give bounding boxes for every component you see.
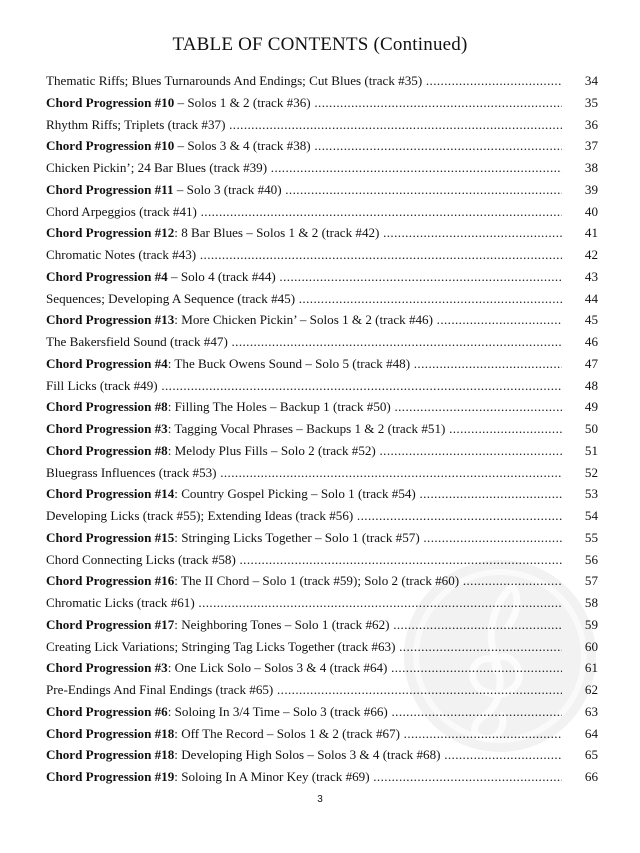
toc-entry-page: 49: [584, 399, 598, 415]
toc-entry: [46, 483, 598, 505]
toc-entry-page: 61: [584, 660, 598, 676]
page-number: 3: [317, 794, 323, 805]
toc-entry-progression: Chord Progression #10: [46, 94, 175, 110]
toc-entry: [46, 744, 598, 766]
toc-entry-title: [46, 70, 562, 92]
toc-entry-page: 63: [584, 703, 598, 719]
toc-entry-title: [46, 744, 562, 766]
toc-entry: [46, 179, 598, 201]
toc-entry: [46, 135, 598, 157]
toc-entry-title: [46, 309, 562, 331]
toc-entry-description: : Tagging Vocal Phrases – Backups 1 & 2 (track #51): [167, 421, 446, 436]
toc-entry-progression: Chord Progression #19: [46, 769, 175, 784]
toc-entry-page: 42: [584, 247, 598, 262]
toc-entry-description: Sequences; Developing A Sequence (track #45): [46, 290, 296, 306]
toc-entry-description: : Off The Record – Solos 1 & 2 (track #67): [174, 725, 400, 741]
toc-entry-progression: Chord Progression #16: [46, 573, 175, 589]
toc-list: [46, 70, 598, 788]
toc-entry: [46, 418, 598, 440]
toc-entry: [46, 505, 598, 527]
toc-entry: [46, 723, 598, 745]
toc-entry-title: [46, 375, 562, 397]
toc-entry-page: 53: [584, 486, 598, 502]
toc-entry-description: Chord Arpeggios (track #41): [46, 203, 197, 219]
toc-entry-title: [46, 549, 562, 571]
toc-entry-progression: Chord Progression #13: [46, 312, 175, 328]
toc-entry-description: The Bakersfield Sound (track #47): [46, 334, 228, 349]
toc-entry-page: 50: [584, 421, 598, 436]
toc-entry-title: [46, 483, 562, 505]
toc-entry-page: 66: [584, 769, 598, 784]
toc-entry-description: : One Lick Solo – Solos 3 & 4 (track #64): [167, 660, 388, 676]
toc-entry-title: [46, 331, 562, 353]
toc-entry-title: [46, 723, 562, 745]
toc-entry-page: 43: [584, 268, 598, 284]
toc-entry-title: [46, 114, 562, 136]
toc-entry-description: – Solo 4 (track #44): [167, 268, 276, 284]
toc-entry-title: [46, 396, 562, 418]
toc-entry-description: : More Chicken Pickin’ – Solos 1 & 2 (track #46): [174, 312, 433, 328]
toc-entry-title: [46, 353, 562, 375]
toc-entry-title: [46, 462, 562, 484]
toc-entry: [46, 614, 598, 636]
toc-entry-page: 37: [584, 138, 598, 154]
toc-entry-title: [46, 679, 562, 701]
toc-entry-page: 62: [584, 682, 598, 697]
toc-entry-title: [46, 657, 562, 679]
toc-entry-description: : Country Gospel Picking – Solo 1 (track #54): [174, 486, 416, 502]
toc-entry-page: 64: [584, 725, 598, 741]
toc-entry: [46, 657, 598, 679]
toc-entry-description: Creating Lick Variations; Stringing Tag Licks Together (track #63): [46, 638, 396, 654]
toc-entry: [46, 701, 598, 723]
toc-entry-description: Bluegrass Influences (track #53): [46, 464, 217, 480]
toc-entry-page: 47: [584, 355, 598, 371]
toc-entry-page: 46: [584, 334, 598, 349]
toc-entry: [46, 679, 598, 701]
toc-entry: [46, 440, 598, 462]
toc-entry-title: [46, 201, 562, 223]
toc-entry-description: Developing Licks (track #55); Extending Ideas (track #56): [46, 508, 354, 523]
toc-entry-progression: Chord Progression #6: [46, 703, 168, 719]
toc-entry-page: 38: [584, 160, 598, 175]
toc-entry-title: [46, 92, 562, 114]
toc-entry-page: 55: [584, 529, 598, 545]
toc-entry-page: 56: [584, 551, 598, 567]
toc-entry-description: : 8 Bar Blues – Solos 1 & 2 (track #42): [174, 225, 380, 241]
toc-entry: [46, 592, 598, 614]
toc-entry-progression: Chord Progression #8: [46, 442, 168, 458]
toc-entry-title: [46, 701, 562, 723]
toc-entry-description: Chromatic Notes (track #43): [46, 247, 197, 262]
toc-entry: [46, 396, 598, 418]
toc-entry-page: 54: [584, 508, 598, 523]
toc-entry-title: [46, 505, 562, 527]
toc-entry: [46, 766, 598, 788]
toc-entry-page: 35: [584, 94, 598, 110]
toc-entry: [46, 570, 598, 592]
toc-entry: [46, 636, 598, 658]
toc-entry: [46, 201, 598, 223]
toc-entry-page: 41: [584, 225, 598, 241]
toc-entry-title: [46, 418, 562, 440]
toc-entry-progression: Chord Progression #3: [46, 421, 168, 436]
toc-entry: [46, 527, 598, 549]
toc-entry-title: [46, 135, 562, 157]
toc-entry-description: – Solos 3 & 4 (track #38): [174, 138, 311, 154]
toc-entry: [46, 309, 598, 331]
toc-entry-page: 65: [584, 747, 598, 763]
toc-entry-description: Pre-Endings And Final Endings (track #65): [46, 682, 274, 697]
toc-entry-progression: Chord Progression #4: [46, 355, 168, 371]
toc-entry-progression: Chord Progression #18: [46, 747, 175, 763]
toc-entry-progression: Chord Progression #10: [46, 138, 175, 154]
toc-entry-page: 40: [584, 203, 598, 219]
toc-entry-progression: Chord Progression #11: [46, 181, 174, 197]
toc-entry-description: Fill Licks (track #49): [46, 377, 158, 393]
toc-entry: [46, 288, 598, 310]
toc-entry-description: Rhythm Riffs; Triplets (track #37): [46, 116, 226, 132]
toc-entry-page: 57: [584, 573, 598, 589]
toc-entry-title: [46, 636, 562, 658]
toc-entry-description: – Solos 1 & 2 (track #36): [174, 94, 311, 110]
toc-entry-progression: Chord Progression #15: [46, 529, 175, 545]
toc-entry-title: [46, 266, 562, 288]
toc-entry-progression: Chord Progression #4: [46, 268, 168, 284]
toc-entry-title: [46, 288, 562, 310]
toc-entry-description: – Solo 3 (track #40): [173, 181, 282, 197]
toc-entry-description: : Stringing Licks Together – Solo 1 (track #57): [174, 529, 420, 545]
toc-entry-title: [46, 157, 562, 179]
toc-entry-progression: Chord Progression #18: [46, 725, 175, 741]
toc-entry: [46, 92, 598, 114]
toc-entry: [46, 222, 598, 244]
toc-entry-description: : Melody Plus Fills – Solo 2 (track #52): [167, 442, 376, 458]
page-title: TABLE OF CONTENTS (Continued): [172, 34, 468, 55]
toc-entry-page: 59: [584, 616, 598, 632]
toc-entry: [46, 462, 598, 484]
toc-entry-page: 58: [584, 595, 598, 610]
toc-entry-progression: Chord Progression #3: [46, 660, 168, 676]
toc-entry-page: 51: [584, 442, 598, 458]
toc-entry-progression: Chord Progression #14: [46, 486, 175, 502]
toc-entry-title: [46, 179, 562, 201]
toc-entry-page: 36: [584, 116, 598, 132]
toc-entry-page: 44: [584, 290, 598, 306]
toc-entry-progression: Chord Progression #17: [46, 616, 175, 632]
toc-entry-page: 34: [584, 73, 598, 88]
toc-entry-description: Chromatic Licks (track #61): [46, 595, 195, 610]
toc-entry-page: 48: [584, 377, 598, 393]
toc-entry: [46, 266, 598, 288]
toc-entry-title: [46, 244, 562, 266]
toc-entry-title: [46, 440, 562, 462]
toc-entry-progression: Chord Progression #12: [46, 225, 175, 241]
toc-entry-progression: Chord Progression #8: [46, 399, 168, 415]
toc-entry: [46, 157, 598, 179]
toc-entry-description: : The II Chord – Solo 1 (track #59); Solo 2 (track #60): [174, 573, 460, 589]
toc-entry-page: 60: [584, 638, 598, 654]
toc-entry-description: Chicken Pickin’; 24 Bar Blues (track #39): [46, 160, 268, 175]
toc-entry-page: 52: [584, 464, 598, 480]
toc-entry-title: [46, 527, 562, 549]
toc-entry-description: Chord Connecting Licks (track #58): [46, 551, 236, 567]
toc-entry-title: [46, 592, 562, 614]
toc-entry-title: [46, 766, 562, 788]
toc-entry-title: [46, 614, 562, 636]
toc-entry-title: [46, 222, 562, 244]
toc-entry-description: : The Buck Owens Sound – Solo 5 (track #48): [167, 355, 411, 371]
toc-entry: [46, 549, 598, 571]
toc-entry-description: : Developing High Solos – Solos 3 & 4 (track #68): [174, 747, 441, 763]
toc-entry: [46, 331, 598, 353]
toc-entry-description: Thematic Riffs; Blues Turnarounds And Endings; Cut Blues (track #35): [46, 73, 423, 88]
toc-entry-description: : Neighboring Tones – Solo 1 (track #62): [174, 616, 390, 632]
toc-entry-page: 45: [584, 312, 598, 328]
toc-entry-title: [46, 570, 562, 592]
toc-entry: [46, 70, 598, 92]
toc-entry-description: : Filling The Holes – Backup 1 (track #50): [167, 399, 391, 415]
toc-entry-description: : Soloing In 3/4 Time – Solo 3 (track #66): [167, 703, 388, 719]
toc-entry: [46, 244, 598, 266]
toc-entry: [46, 375, 598, 397]
toc-entry: [46, 114, 598, 136]
toc-entry: [46, 353, 598, 375]
toc-entry-page: 39: [584, 181, 598, 197]
toc-entry-description: : Soloing In A Minor Key (track #69): [174, 769, 370, 784]
